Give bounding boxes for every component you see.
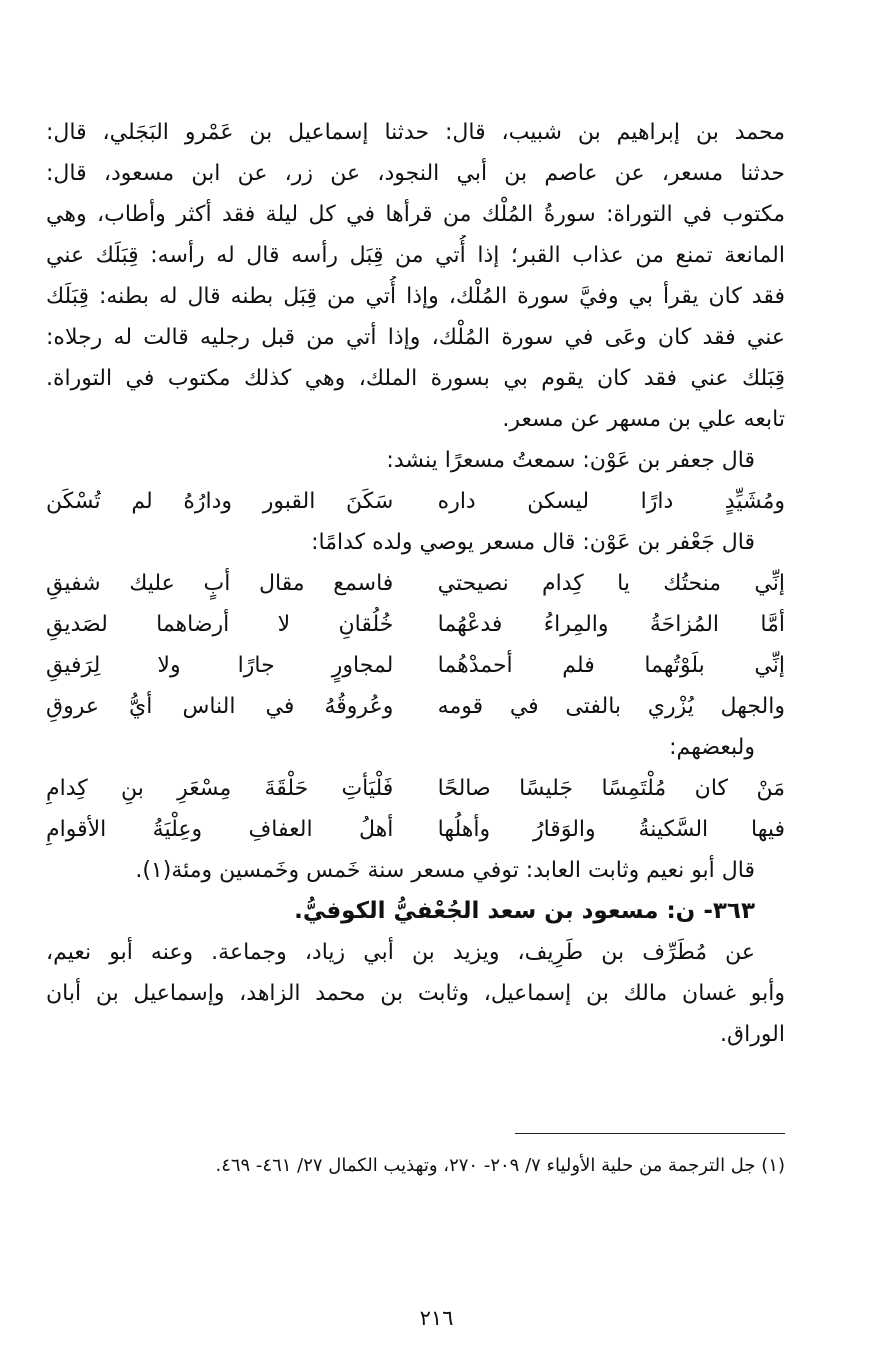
verse-second-half: سَكَنَ القبور ودارُهُ لم تُسْكَن <box>46 489 394 514</box>
paragraph-line: المانعة تمنع من عذاب القبر؛ إذا أُتي من قِبَل رأسه قال له رأسه: قِبَلَك عني <box>46 243 785 268</box>
poem-verse <box>46 563 785 604</box>
verse-second-half: خُلُقانِ لا أرضاهما لصَديقِ <box>46 612 394 637</box>
poem-verse <box>46 481 785 522</box>
verse-second-half: أهلُ العفافِ وعِلْيَةُ الأقوامِ <box>46 817 394 842</box>
paragraph-line: مكتوب في التوراة: سورةُ المُلْك من قرأها في كل ليلة فقد أكثر وأطاب، وهي <box>46 202 785 227</box>
paragraph-line: عني فقد كان وعَى في سورة المُلْك، وإذا أتي من قبل رجليه قالت له رجلاه: <box>46 325 785 350</box>
verse-second-half: لمجاورٍ جارًا ولا لِرَفيقِ <box>46 653 394 678</box>
entry-heading: ٣٦٣- ن: مسعود بن سعد الجُعْفيُّ الكوفيُّ. <box>294 898 755 924</box>
poem-verse <box>46 645 785 686</box>
verse-first-half: مَنْ كان مُلْتَمِسًا جَليسًا صالحًا <box>437 776 785 801</box>
poem-verse <box>46 768 785 809</box>
poem-verse <box>46 686 785 727</box>
quote-intro: قال جعفر بن عَوْن: سمعتُ مسعرًا ينشد: <box>386 448 755 473</box>
main-text-block <box>46 112 785 1055</box>
verse-second-half: فَلْيَأتِ حَلْقَةَ مِسْعَرِ بنِ كِدامِ <box>46 776 394 801</box>
quote-intro: قال جَعْفر بن عَوْن: قال مسعر يوصي ولده كدامًا: <box>311 530 755 555</box>
quote-intro: ولبعضهم: <box>669 735 755 760</box>
verse-second-half: فاسمع مقال أبٍ عليك شفيقِ <box>46 571 394 596</box>
verse-first-half: إنِّي منحتُك يا كِدام نصيحتي <box>437 571 785 596</box>
paragraph-line: قِبَلك عني فقد كان يقوم بي بسورة الملك، وهي كذلك مكتوب في التوراة. <box>46 366 785 391</box>
page-number: ٢١٦ <box>419 1306 454 1330</box>
paragraph-line: الوراق. <box>720 1022 785 1047</box>
paragraph-line: محمد بن إبراهيم بن شبيب، قال: حدثنا إسماعيل بن عَمْرو البَجَلي، قال: <box>46 120 785 145</box>
paragraph-line: تابعه علي بن مسهر عن مسعر. <box>502 407 785 432</box>
paragraph-line: عن مُطَرِّف بن طَرِيف، ويزيد بن أبي زياد، وجماعة. وعنه أبو نعيم، <box>46 940 755 965</box>
verse-first-half: والجهل يُزْري بالفتى في قومه <box>437 694 785 719</box>
footnote: (١) جل الترجمة من حلية الأولياء ٧/ ٢٠٩- ٢٧٠، وتهذيب الكمال ٢٧/ ٤٦١- ٤٦٩. <box>215 1155 785 1176</box>
poem-verse <box>46 809 785 850</box>
death-note: قال أبو نعيم وثابت العابد: توفي مسعر سنة خَمس وخَمسين ومئة(١). <box>135 858 755 883</box>
verse-first-half: إنِّي بلَوْتُهما فلم أحمدْهُما <box>437 653 785 678</box>
paragraph-line: وأبو غسان مالك بن إسماعيل، وثابت بن محمد الزاهد، وإسماعيل بن أبان <box>46 981 785 1006</box>
paragraph-line: حدثنا مسعر، عن عاصم بن أبي النجود، عن زر، عن ابن مسعود، قال: <box>46 161 785 186</box>
verse-first-half: ومُشَيِّدٍ دارًا ليسكن داره <box>437 489 785 514</box>
poem-verse <box>46 604 785 645</box>
footnote-divider <box>515 1133 785 1134</box>
verse-first-half: فيها السَّكينةُ والوَقارُ وأهلُها <box>437 817 785 842</box>
verse-first-half: أمَّا المُزاحَةُ والمِراءُ فدعْهُما <box>437 612 785 637</box>
verse-second-half: وعُروقُهُ في الناس أيُّ عروقِ <box>46 694 394 719</box>
paragraph-line: فقد كان يقرأ بي وفيَّ سورة المُلْك، وإذا أُتي من قِبَل بطنه قال له بطنه: قِبَلَك <box>46 284 785 309</box>
